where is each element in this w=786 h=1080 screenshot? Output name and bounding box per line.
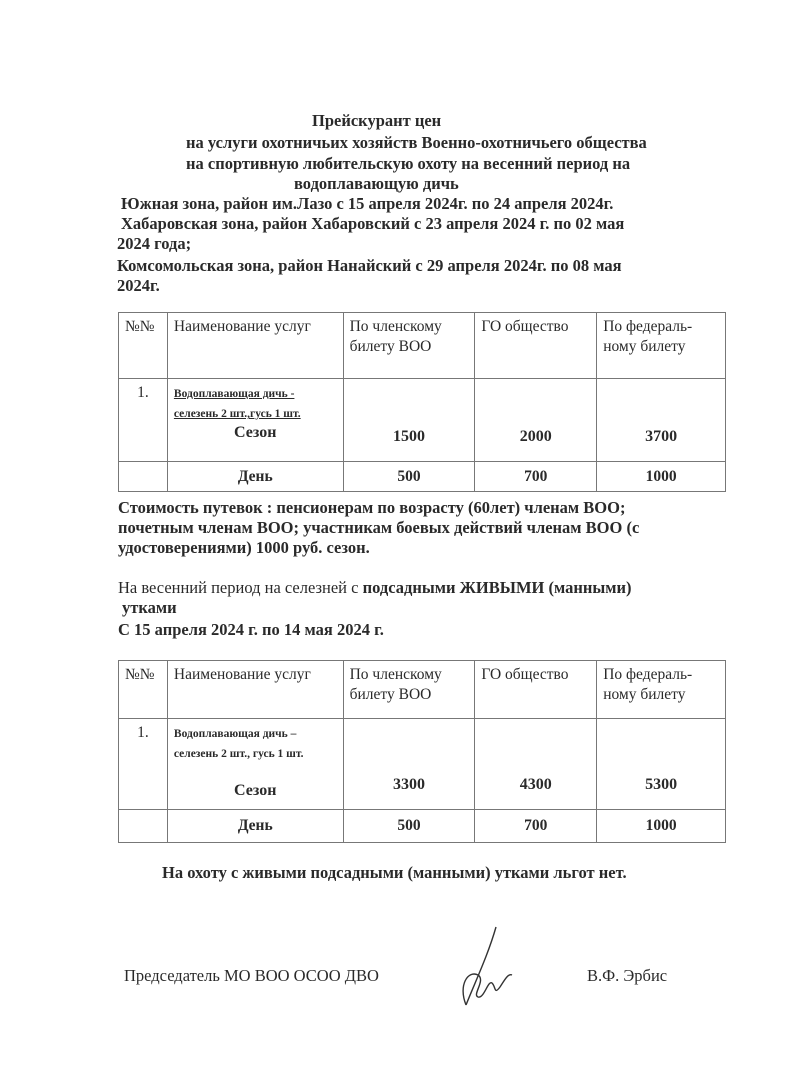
day-label: День [167, 462, 343, 492]
table-header-row [119, 313, 726, 379]
subtitle-line: на спортивную любительскую охоту на весенний период на [186, 154, 631, 173]
subtitle-line: на услуги охотничьих хозяйств Военно-охотничьего общества [186, 133, 647, 152]
season-label: Сезон [234, 782, 277, 799]
live-ducks-line [118, 578, 632, 598]
live-ducks-bold: подсадными ЖИВЫМИ (манными) [362, 578, 632, 597]
season-label: Сезон [234, 424, 277, 441]
discount-line: почетным членам ВОО; участникам боевых действий членам ВОО (с [118, 518, 640, 537]
price-cell: 700 [475, 810, 597, 843]
empty-cell [119, 462, 168, 492]
service-cell [167, 379, 343, 462]
service-cell [167, 719, 343, 810]
header-cell: ГО общество [475, 313, 597, 379]
empty-cell [119, 810, 168, 843]
price-cell: 5300 [597, 719, 726, 810]
signer-position: Председатель МО ВОО ОСОО ДВО [124, 966, 379, 985]
zone-line: 2024г. [117, 276, 160, 295]
day-label: День [167, 810, 343, 843]
live-ducks-text: На весенний период на селезней с [118, 578, 363, 597]
doc-title: Прейскурант цен [312, 111, 442, 130]
price-table-2 [118, 660, 726, 843]
header-cell: Наименование услуг [167, 313, 343, 379]
subtitle-line: водоплавающую дичь [294, 174, 459, 193]
table-row [119, 379, 726, 462]
zone-line: 2024 года; [117, 234, 192, 253]
zone-line: Комсомольская зона, район Нанайский с 29 апреля 2024г. по 08 мая [117, 256, 622, 275]
header-cell: По членскому билету ВОО [343, 313, 475, 379]
handwritten-signature [448, 925, 528, 1015]
price-cell: 1500 [343, 379, 475, 462]
table-row [119, 462, 726, 492]
table-row [119, 719, 726, 810]
row-number: 1. [119, 379, 168, 462]
header-cell: ГО общество [475, 661, 597, 719]
table-row [119, 810, 726, 843]
price-cell: 3300 [343, 719, 475, 810]
row-number: 1. [119, 719, 168, 810]
service-name: Водоплавающая дичь - [173, 388, 295, 400]
live-ducks-line: утками [122, 598, 177, 617]
price-cell: 2000 [475, 379, 597, 462]
zone-line: Хабаровская зона, район Хабаровский с 23 апреля 2024 г. по 02 мая [121, 214, 625, 233]
discount-line: удостоверениями) 1000 руб. сезон. [118, 538, 370, 557]
price-cell: 3700 [597, 379, 726, 462]
header-cell: По федераль-ному билету [597, 313, 726, 379]
live-ducks-period: С 15 апреля 2024 г. по 14 мая 2024 г. [118, 620, 384, 639]
header-cell: По членскому билету ВОО [343, 661, 475, 719]
header-cell: №№ [119, 661, 168, 719]
signer-name: В.Ф. Эрбис [587, 966, 668, 985]
header-cell: Наименование услуг [167, 661, 343, 719]
price-cell: 4300 [475, 719, 597, 810]
zone-line: Южная зона, район им.Лазо с 15 апреля 2024г. по 24 апреля 2024г. [121, 194, 614, 213]
no-discount-note: На охоту с живыми подсадными (манными) утками льгот нет. [162, 863, 627, 882]
service-name: селезень 2 шт., гусь 1 шт. [173, 748, 304, 760]
header-cell: По федераль-ному билету [597, 661, 726, 719]
service-name: Водоплавающая дичь – [173, 728, 297, 740]
price-cell: 1000 [597, 462, 726, 492]
price-cell: 1000 [597, 810, 726, 843]
header-cell: №№ [119, 313, 168, 379]
price-cell: 500 [343, 462, 475, 492]
service-name: селезень 2 шт.,гусь 1 шт. [173, 408, 301, 420]
price-cell: 500 [343, 810, 475, 843]
price-table-1 [118, 312, 726, 492]
table-header-row [119, 661, 726, 719]
discount-line: Стоимость путевок : пенсионерам по возрасту (60лет) членам ВОО; [118, 498, 626, 517]
price-cell: 700 [475, 462, 597, 492]
